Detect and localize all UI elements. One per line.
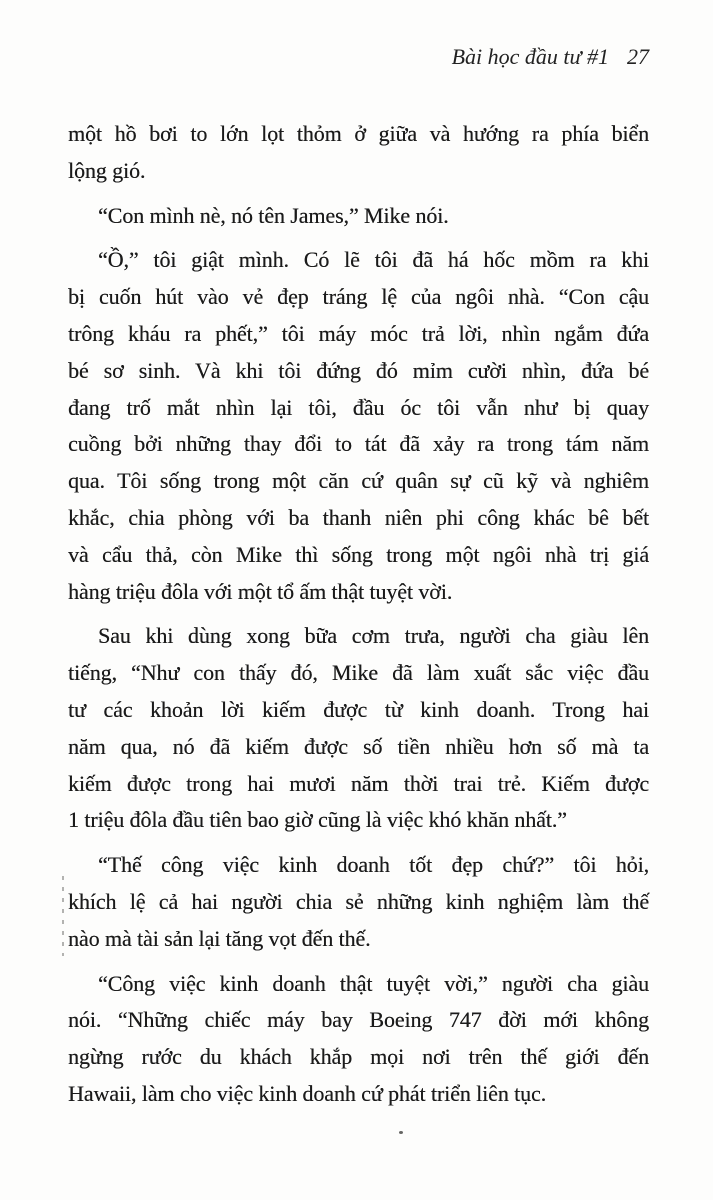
text-line: “Thế công việc kinh doanh tốt đẹp chứ?” tôi hỏi,	[98, 852, 649, 878]
text-line: 1 triệu đôla đầu tiên bao giờ cũng là việc khó khăn nhất.”	[68, 807, 567, 833]
text-line: “Công việc kinh doanh thật tuyệt vời,” người cha giàu	[98, 970, 649, 996]
text-line: khích lệ cả hai người chia sẻ những kinh nghiệm làm thế	[68, 888, 649, 914]
text-line: một hồ bơi to lớn lọt thỏm ở giữa và hướng ra phía biển	[68, 121, 649, 146]
scan-margin-artifact	[62, 876, 64, 956]
running-header-title: Bài học đầu tư #1	[451, 44, 609, 69]
paragraph	[68, 618, 649, 839]
text-line: ngừng rước du khách khắp mọi nơi trên thế giới đến	[68, 1044, 649, 1070]
text-line: qua. Tôi sống trong một căn cứ quân sự cũ kỹ và nghiêm	[68, 468, 649, 494]
text-line: bé sơ sinh. Và khi tôi đứng đó mỉm cười nhìn, đứa bé	[68, 357, 649, 383]
text-line: đang trố mắt nhìn lại tôi, đầu óc tôi vẫn như bị quay	[68, 394, 649, 420]
text-line: lộng gió.	[68, 157, 146, 183]
text-line: và cẩu thả, còn Mike thì sống trong một ngôi nhà trị giá	[68, 541, 649, 567]
text-line: tiếng, “Như con thấy đó, Mike đã làm xuất sắc việc đầu	[68, 660, 649, 686]
text-line: bị cuốn hút vào vẻ đẹp tráng lệ của ngôi nhà. “Con cậu	[68, 284, 649, 310]
text-line: Hawaii, làm cho việc kinh doanh cứ phát triển liên tục.	[68, 1080, 547, 1106]
paragraph	[68, 116, 649, 190]
page-number: 27	[627, 44, 649, 69]
text-line: khắc, chia phòng với ba thanh niên phi công khác bê bết	[68, 504, 649, 530]
text-line: tư các khoản lời kiếm được từ kinh doanh. Trong hai	[68, 696, 649, 722]
running-header	[452, 44, 649, 70]
paragraph	[68, 966, 649, 1113]
text-line: Sau khi dùng xong bữa cơm trưa, người cha giàu lên	[98, 623, 649, 649]
text-line: “Ồ,” tôi giật mình. Có lẽ tôi đã há hốc mồm ra khi	[98, 247, 649, 273]
paragraph	[68, 242, 649, 610]
text-line: hàng triệu đôla với một tổ ấm thật tuyệt vời.	[68, 578, 453, 604]
text-line: cuồng bởi những thay đổi to tát đã xảy ra trong tám năm	[68, 431, 649, 457]
text-line: kiếm được trong hai mươi năm thời trai trẻ. Kiếm được	[68, 770, 649, 796]
body-text	[68, 116, 649, 1113]
paragraph	[68, 847, 649, 957]
text-line: trông kháu ra phết,” tôi máy móc trả lời, nhìn ngắm đứa	[68, 320, 649, 346]
text-line: nào mà tài sản lại tăng vọt đến thế.	[68, 925, 371, 951]
text-line: năm qua, nó đã kiếm được số tiền nhiều hơn số mà ta	[68, 733, 649, 759]
text-line: “Con mình nè, nó tên James,” Mike nói.	[98, 202, 449, 228]
paragraph	[68, 198, 649, 235]
text-line: nói. “Những chiếc máy bay Boeing 747 đời mới không	[68, 1007, 649, 1033]
scan-speck	[399, 1131, 403, 1134]
